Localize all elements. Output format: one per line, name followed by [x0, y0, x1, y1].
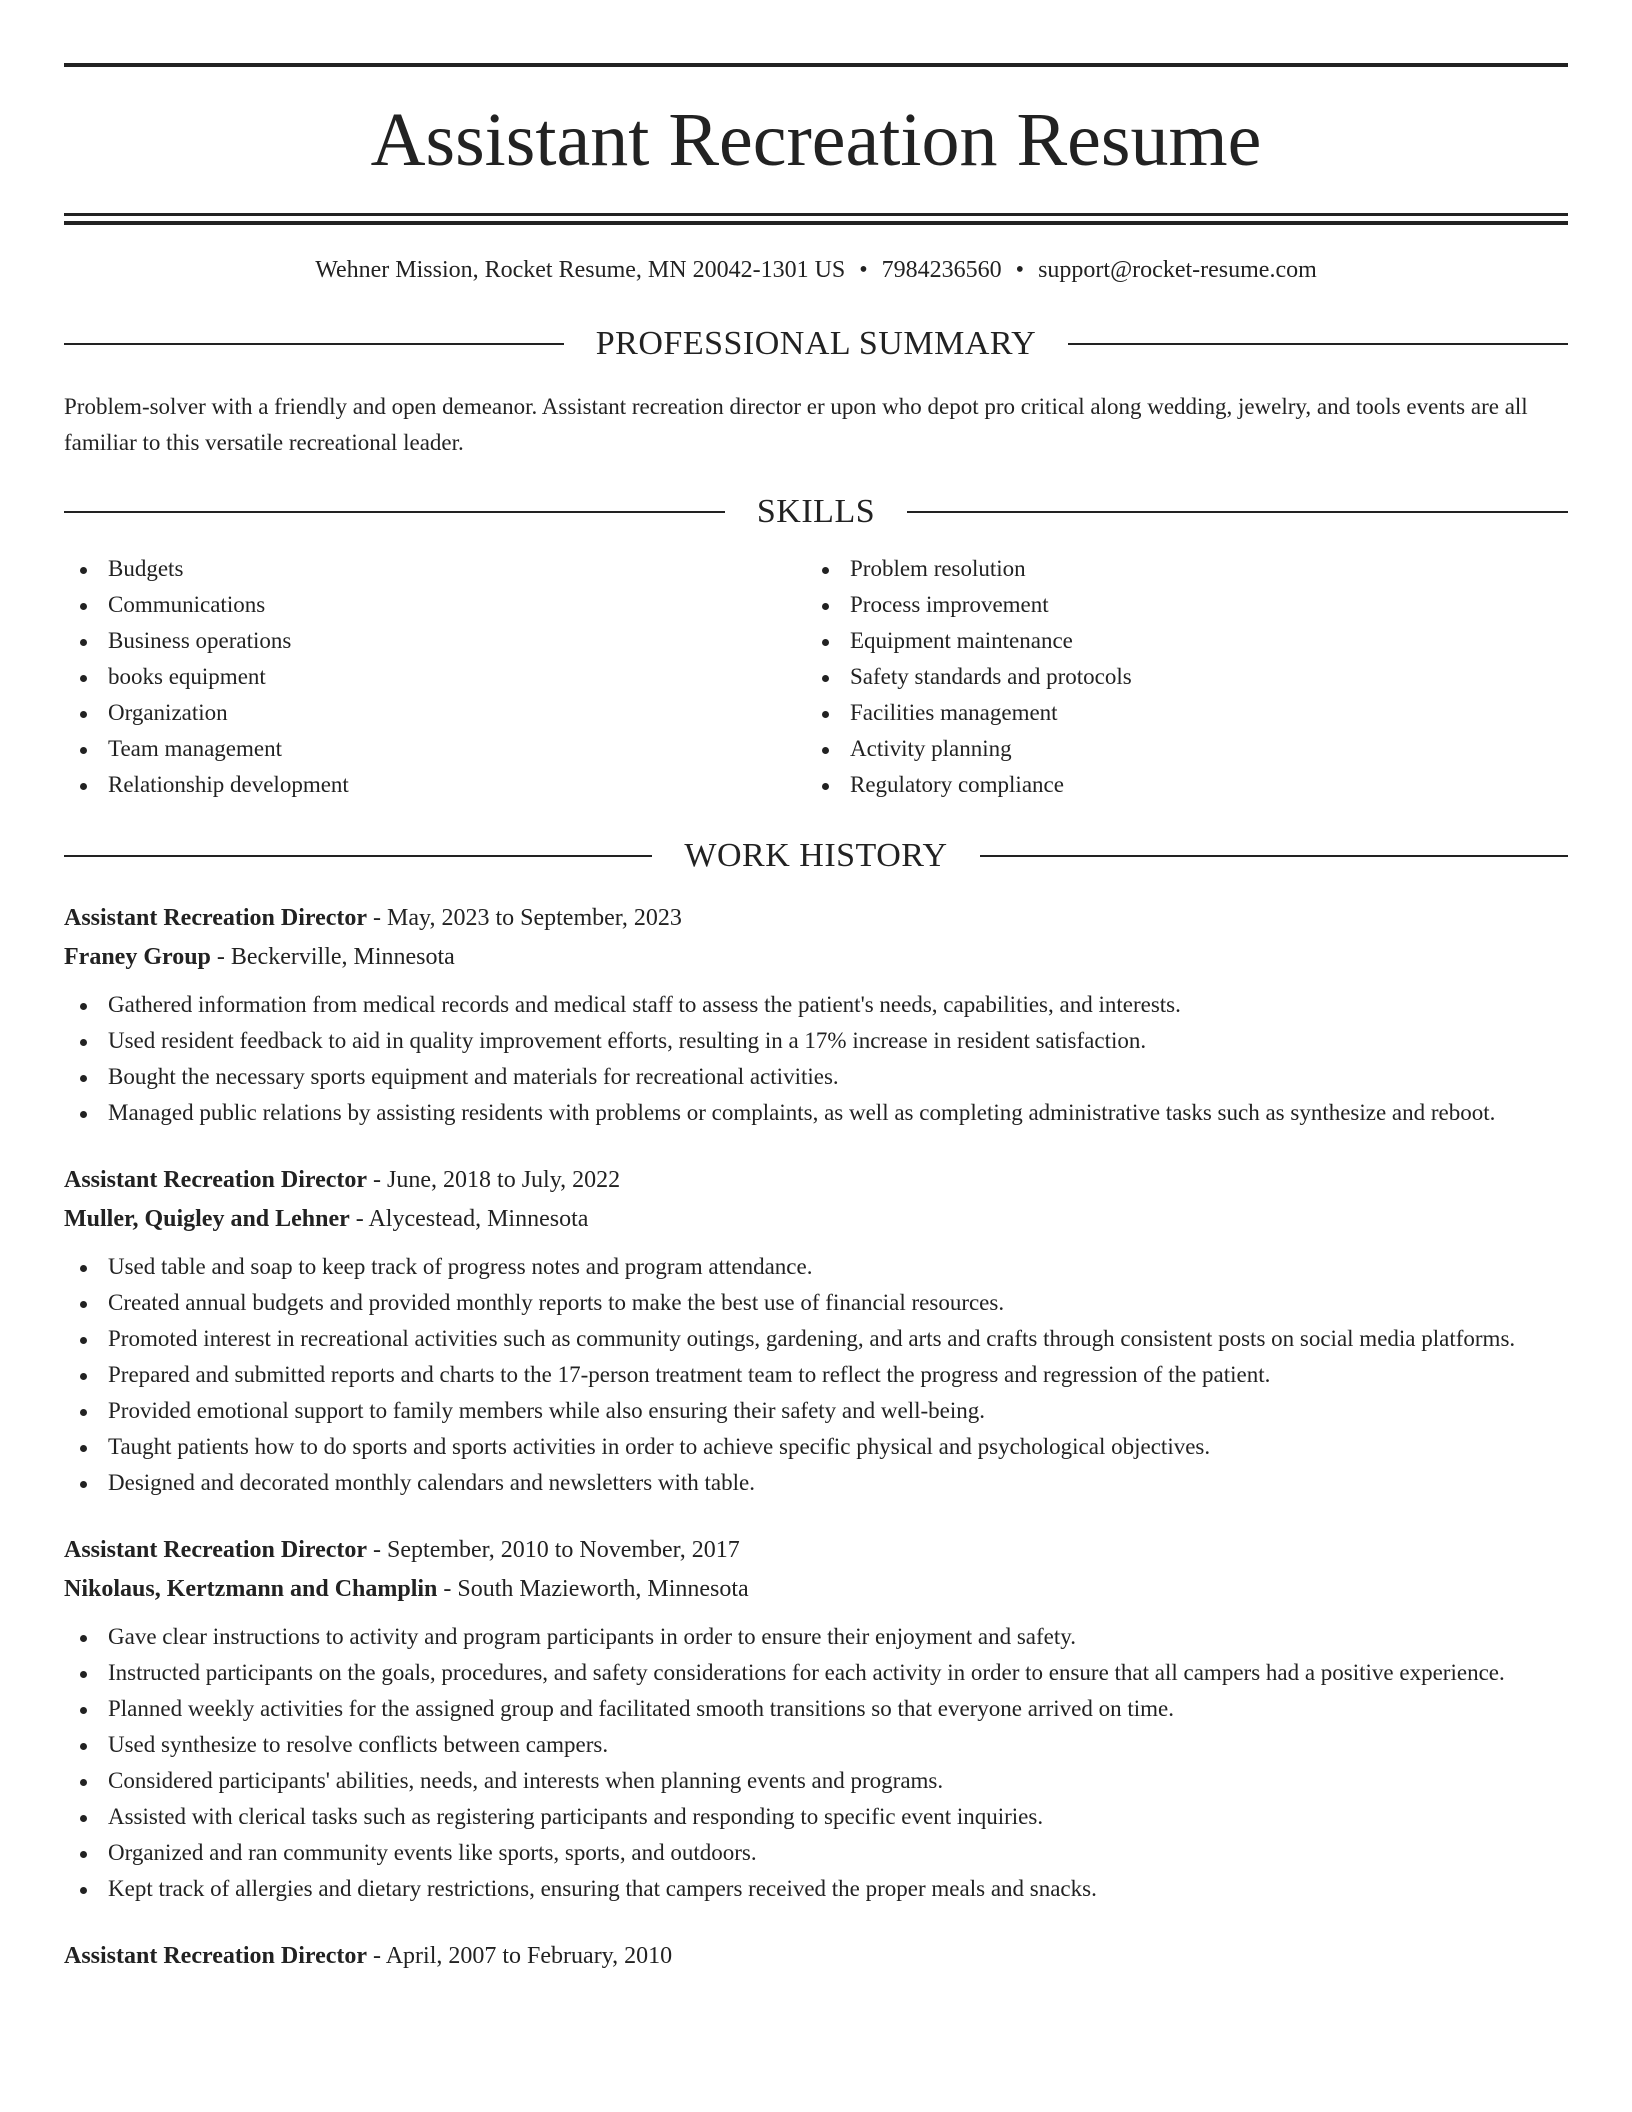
skill-item: Safety standards and protocols	[806, 659, 1548, 695]
job-bullet: Taught patients how to do sports and sports activities in order to achieve specific physical and psychological objectives.	[64, 1429, 1568, 1465]
job-title-line	[64, 1531, 1568, 1570]
job-bullet: Created annual budgets and provided monthly reports to make the best use of financial resources.	[64, 1285, 1568, 1321]
work-history	[64, 899, 1568, 1976]
job-bullet-list	[64, 1619, 1568, 1907]
job-company-line	[64, 1200, 1568, 1239]
heading-rule	[907, 511, 1568, 513]
job-dates: - June, 2018 to July, 2022	[367, 1167, 621, 1193]
job-bullet: Gathered information from medical records and medical staff to assess the patient's needs, capabilities, and interests.	[64, 987, 1568, 1023]
job-entry	[64, 1161, 1568, 1501]
job-bullet: Used synthesize to resolve conflicts between campers.	[64, 1727, 1568, 1763]
skill-item: Team management	[64, 731, 806, 767]
job-title-line	[64, 1937, 1568, 1976]
skill-item: Budgets	[64, 551, 806, 587]
resume-page	[64, 0, 1568, 1976]
skill-item: Problem resolution	[806, 551, 1548, 587]
heading-rule	[64, 343, 564, 345]
job-bullet: Bought the necessary sports equipment and materials for recreational activities.	[64, 1059, 1568, 1095]
skills-list	[64, 551, 1568, 803]
section-heading-label: PROFESSIONAL SUMMARY	[595, 325, 1037, 362]
job-title: Assistant Recreation Director	[64, 1167, 368, 1193]
skill-item: Regulatory compliance	[806, 767, 1548, 803]
contact-phone: 7984236560	[881, 257, 1002, 283]
skill-item: Organization	[64, 695, 806, 731]
heading-rule	[64, 855, 652, 857]
skill-item: books equipment	[64, 659, 806, 695]
job-location: - Alycestead, Minnesota	[349, 1206, 589, 1232]
job-title-line	[64, 1161, 1568, 1200]
skill-item: Relationship development	[64, 767, 806, 803]
skill-item: Communications	[64, 587, 806, 623]
skill-item: Business operations	[64, 623, 806, 659]
skill-item: Facilities management	[806, 695, 1548, 731]
job-bullet: Considered participants' abilities, needs, and interests when planning events and programs.	[64, 1763, 1568, 1799]
job-bullet-list	[64, 987, 1568, 1131]
contact-email: support@rocket-resume.com	[1038, 257, 1317, 283]
job-bullet: Used table and soap to keep track of progress notes and program attendance.	[64, 1249, 1568, 1285]
contact-line	[64, 255, 1568, 285]
job-bullet: Organized and ran community events like sports, sports, and outdoors.	[64, 1835, 1568, 1871]
job-location: - Beckerville, Minnesota	[210, 944, 455, 970]
section-heading-skills	[64, 495, 1568, 529]
contact-address: Wehner Mission, Rocket Resume, MN 20042-1301 US	[315, 257, 846, 283]
job-entry	[64, 899, 1568, 1131]
job-title-line	[64, 899, 1568, 938]
job-location: - South Mazieworth, Minnesota	[437, 1576, 749, 1602]
job-title: Assistant Recreation Director	[64, 1943, 368, 1969]
job-bullet: Promoted interest in recreational activities such as community outings, gardening, and arts and crafts through consistent posts on social media platforms.	[64, 1321, 1568, 1357]
job-bullet: Provided emotional support to family members while also ensuring their safety and well-being.	[64, 1393, 1568, 1429]
skills-column-right	[806, 551, 1548, 803]
job-title: Assistant Recreation Director	[64, 1537, 368, 1563]
section-heading-label: WORK HISTORY	[684, 837, 948, 874]
skill-item: Equipment maintenance	[806, 623, 1548, 659]
heading-rule	[980, 855, 1568, 857]
skill-item: Activity planning	[806, 731, 1548, 767]
job-bullet: Gave clear instructions to activity and program participants in order to ensure their enjoyment and safety.	[64, 1619, 1568, 1655]
job-company: Muller, Quigley and Lehner	[64, 1206, 350, 1232]
job-bullet: Managed public relations by assisting residents with problems or complaints, as well as completing administrative tasks such as synthesize and reboot.	[64, 1095, 1568, 1131]
job-bullet: Planned weekly activities for the assigned group and facilitated smooth transitions so that everyone arrived on time.	[64, 1691, 1568, 1727]
job-dates: - May, 2023 to September, 2023	[367, 905, 682, 931]
job-company: Nikolaus, Kertzmann and Champlin	[64, 1576, 438, 1602]
job-company-line	[64, 938, 1568, 977]
job-entry	[64, 1937, 1568, 1976]
job-bullet: Assisted with clerical tasks such as registering participants and responding to specific event inquiries.	[64, 1799, 1568, 1835]
job-entry	[64, 1531, 1568, 1907]
job-bullet: Designed and decorated monthly calendars and newsletters with table.	[64, 1465, 1568, 1501]
skills-column-left	[64, 551, 806, 803]
job-company: Franey Group	[64, 944, 211, 970]
job-bullet: Kept track of allergies and dietary restrictions, ensuring that campers received the proper meals and snacks.	[64, 1871, 1568, 1907]
job-company-line	[64, 1570, 1568, 1609]
resume-title: Assistant Recreation Resume	[370, 98, 1262, 182]
job-bullet-list	[64, 1249, 1568, 1501]
section-heading-work	[64, 839, 1568, 873]
job-title: Assistant Recreation Director	[64, 905, 368, 931]
top-rule	[64, 63, 1568, 67]
heading-rule	[64, 511, 725, 513]
contact-separator: •	[1015, 257, 1025, 283]
section-heading-summary	[64, 327, 1568, 361]
job-bullet: Prepared and submitted reports and charts to the 17-person treatment team to reflect the progress and regression of the patient.	[64, 1357, 1568, 1393]
job-dates: - April, 2007 to February, 2010	[367, 1943, 673, 1969]
job-dates: - September, 2010 to November, 2017	[367, 1537, 740, 1563]
skill-item: Process improvement	[806, 587, 1548, 623]
job-bullet: Instructed participants on the goals, procedures, and safety considerations for each activity in order to ensure that all campers had a positive experience.	[64, 1655, 1568, 1691]
job-bullet: Used resident feedback to aid in quality improvement efforts, resulting in a 17% increase in resident satisfaction.	[64, 1023, 1568, 1059]
contact-separator: •	[859, 257, 868, 283]
summary-text: Problem-solver with a friendly and open demeanor. Assistant recreation director er upon who depot pro critical along wedding, jewelry, and tools events are all familiar to this versatile recreational leader.	[64, 394, 1528, 455]
heading-rule	[1068, 343, 1568, 345]
section-heading-label: SKILLS	[756, 493, 876, 530]
title-double-rule	[64, 213, 1568, 225]
